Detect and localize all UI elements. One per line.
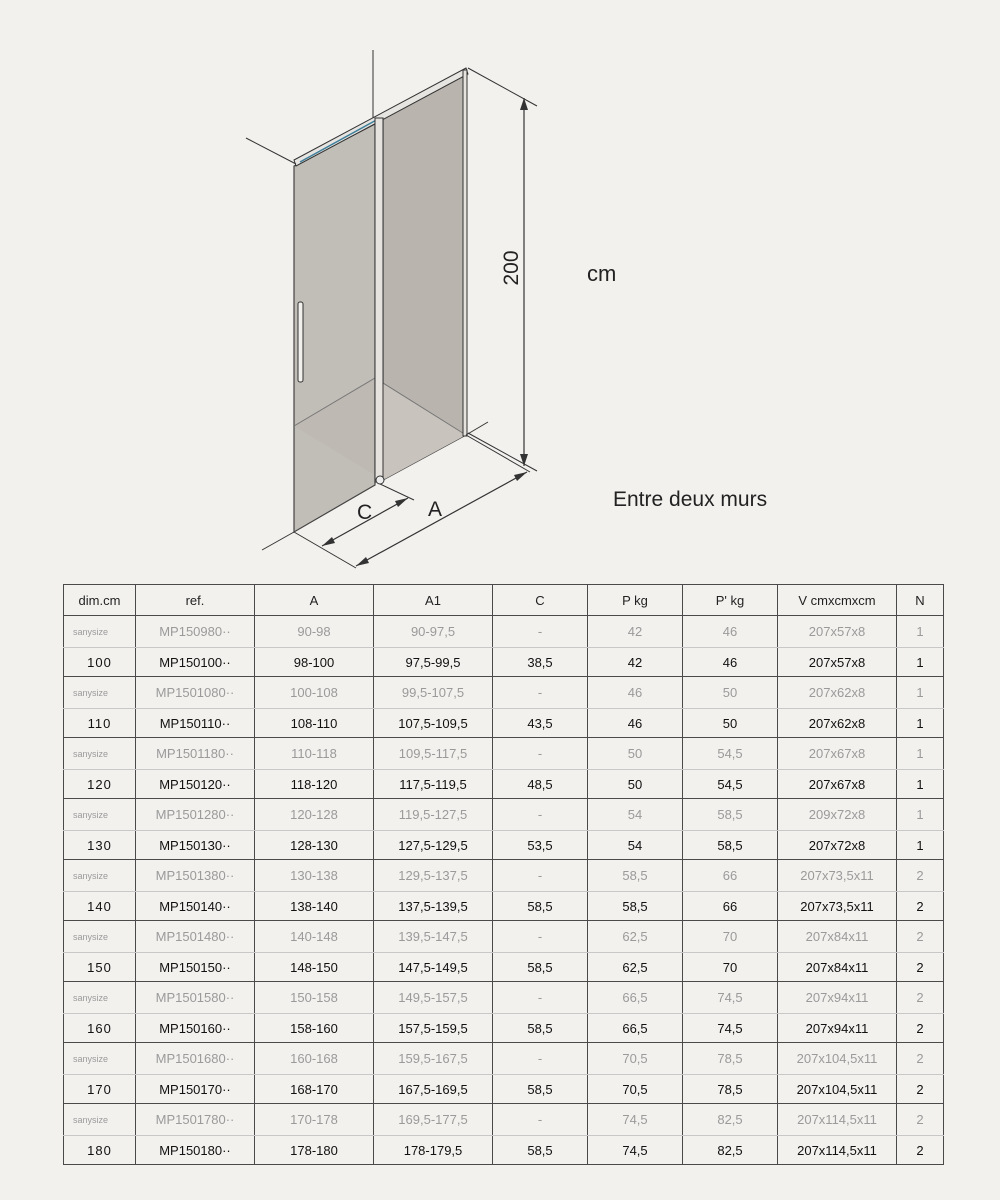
table-cell: 130 — [64, 831, 136, 860]
table-row — [64, 648, 944, 677]
column-header: dim.cm — [64, 585, 136, 616]
table-cell: 2 — [897, 982, 944, 1014]
table-cell: 66 — [683, 860, 778, 892]
table-cell: 207x73,5x11 — [778, 860, 897, 892]
table-cell: 48,5 — [493, 770, 588, 799]
table-cell: 1 — [897, 831, 944, 860]
table-cell: 160-168 — [255, 1043, 374, 1075]
table-cell: 207x84x11 — [778, 921, 897, 953]
table-cell: 42 — [588, 648, 683, 677]
table-cell: sanysize — [64, 738, 136, 770]
table-cell: 62,5 — [588, 921, 683, 953]
table-row-sanysize — [64, 1043, 944, 1075]
table-cell: 50 — [683, 677, 778, 709]
table-cell: 140 — [64, 892, 136, 921]
table-cell: MP150160·· — [136, 1014, 255, 1043]
table-row-sanysize — [64, 921, 944, 953]
table-cell: MP150180·· — [136, 1136, 255, 1165]
table-row-sanysize — [64, 860, 944, 892]
wall-profile — [463, 70, 467, 436]
table-cell: 180 — [64, 1136, 136, 1165]
table-cell: 147,5-149,5 — [374, 953, 493, 982]
table-row — [64, 770, 944, 799]
table-cell: sanysize — [64, 921, 136, 953]
table-cell: 50 — [683, 709, 778, 738]
column-header: C — [493, 585, 588, 616]
table-cell: 58,5 — [683, 831, 778, 860]
table-cell: 58,5 — [588, 860, 683, 892]
shower-door-drawing — [0, 0, 1000, 580]
table-cell: 140-148 — [255, 921, 374, 953]
table-cell: 2 — [897, 1136, 944, 1165]
table-cell: 108-110 — [255, 709, 374, 738]
table-cell: 118-120 — [255, 770, 374, 799]
table-cell: 1 — [897, 677, 944, 709]
table-cell: sanysize — [64, 616, 136, 648]
table-cell: 207x104,5x11 — [778, 1075, 897, 1104]
dim-a-label: A — [428, 498, 443, 521]
table-cell: 78,5 — [683, 1043, 778, 1075]
table-cell: 50 — [588, 738, 683, 770]
table-cell: 209x72x8 — [778, 799, 897, 831]
table-cell: sanysize — [64, 1043, 136, 1075]
table-cell: 159,5-167,5 — [374, 1043, 493, 1075]
table-cell: 70 — [683, 953, 778, 982]
table-cell: 207x84x11 — [778, 953, 897, 982]
table-body — [64, 616, 944, 1165]
table-cell: 158-160 — [255, 1014, 374, 1043]
table-cell: MP1501280·· — [136, 799, 255, 831]
table-cell: 90-98 — [255, 616, 374, 648]
table-cell: 127,5-129,5 — [374, 831, 493, 860]
column-header: A — [255, 585, 374, 616]
table-cell: 178-179,5 — [374, 1136, 493, 1165]
table-cell: 58,5 — [493, 1136, 588, 1165]
table-cell: 58,5 — [493, 1014, 588, 1043]
table-cell: 120 — [64, 770, 136, 799]
table-row — [64, 892, 944, 921]
table-cell: 139,5-147,5 — [374, 921, 493, 953]
table-cell: MP1501680·· — [136, 1043, 255, 1075]
table-cell: 207x57x8 — [778, 616, 897, 648]
column-header: V cmxcmxcm — [778, 585, 897, 616]
table-cell: 207x114,5x11 — [778, 1136, 897, 1165]
table-cell: 66 — [683, 892, 778, 921]
table-cell: 97,5-99,5 — [374, 648, 493, 677]
table-cell: 150-158 — [255, 982, 374, 1014]
sliding-glass-panel — [294, 124, 375, 532]
table-cell: 170-178 — [255, 1104, 374, 1136]
table-cell: 207x72x8 — [778, 831, 897, 860]
table-cell: 207x73,5x11 — [778, 892, 897, 921]
table-cell: 100-108 — [255, 677, 374, 709]
table-cell: 168-170 — [255, 1075, 374, 1104]
column-header: N — [897, 585, 944, 616]
table-cell: 43,5 — [493, 709, 588, 738]
table-cell: MP150120·· — [136, 770, 255, 799]
table-cell: MP1501480·· — [136, 921, 255, 953]
table-cell: 46 — [683, 648, 778, 677]
table-cell: 54 — [588, 831, 683, 860]
table-cell: - — [493, 738, 588, 770]
table-header-row — [64, 585, 944, 616]
table-cell: 2 — [897, 1043, 944, 1075]
table-cell: 54,5 — [683, 738, 778, 770]
table-cell: 54 — [588, 799, 683, 831]
table-cell: MP1501580·· — [136, 982, 255, 1014]
table-cell: 42 — [588, 616, 683, 648]
table-cell: 207x62x8 — [778, 709, 897, 738]
table-cell: 207x67x8 — [778, 738, 897, 770]
dim-c-label: C — [357, 501, 373, 524]
table-cell: 99,5-107,5 — [374, 677, 493, 709]
table-cell: 70,5 — [588, 1075, 683, 1104]
table-cell: 207x67x8 — [778, 770, 897, 799]
table-cell: 2 — [897, 1014, 944, 1043]
table-row-sanysize — [64, 616, 944, 648]
table-cell: MP1501180·· — [136, 738, 255, 770]
table-cell: - — [493, 799, 588, 831]
table-cell: MP150980·· — [136, 616, 255, 648]
column-header: ref. — [136, 585, 255, 616]
table-row — [64, 831, 944, 860]
table-cell: 46 — [588, 677, 683, 709]
center-profile — [375, 118, 383, 482]
table-cell: 2 — [897, 892, 944, 921]
table-cell: 117,5-119,5 — [374, 770, 493, 799]
table-cell: 167,5-169,5 — [374, 1075, 493, 1104]
table-cell: 90-97,5 — [374, 616, 493, 648]
table-cell: 169,5-177,5 — [374, 1104, 493, 1136]
table-cell: 58,5 — [493, 953, 588, 982]
door-handle — [298, 302, 303, 382]
dimensions-table — [63, 584, 944, 1165]
table-cell: 66,5 — [588, 982, 683, 1014]
table-cell: 2 — [897, 860, 944, 892]
table-cell: MP1501380·· — [136, 860, 255, 892]
table-cell: 74,5 — [683, 1014, 778, 1043]
table-cell: MP150100·· — [136, 648, 255, 677]
table-cell: sanysize — [64, 982, 136, 1014]
table-cell: 58,5 — [683, 799, 778, 831]
table-cell: 1 — [897, 709, 944, 738]
table-cell: 82,5 — [683, 1104, 778, 1136]
table-cell: 100 — [64, 648, 136, 677]
table-cell: MP150140·· — [136, 892, 255, 921]
table-cell: 149,5-157,5 — [374, 982, 493, 1014]
table-cell: - — [493, 1043, 588, 1075]
unit-label: cm — [587, 261, 617, 286]
table-cell: sanysize — [64, 860, 136, 892]
table-cell: 130-138 — [255, 860, 374, 892]
table-cell: MP1501780·· — [136, 1104, 255, 1136]
table-cell: 62,5 — [588, 953, 683, 982]
table-cell: - — [493, 860, 588, 892]
table-cell: 50 — [588, 770, 683, 799]
table-row-sanysize — [64, 677, 944, 709]
table-cell: 138-140 — [255, 892, 374, 921]
table-cell: 2 — [897, 953, 944, 982]
table-cell: 98-100 — [255, 648, 374, 677]
table-cell: 74,5 — [588, 1104, 683, 1136]
table-cell: 110 — [64, 709, 136, 738]
table-cell: - — [493, 982, 588, 1014]
table-row — [64, 953, 944, 982]
table-cell: MP1501080·· — [136, 677, 255, 709]
table-cell: MP150170·· — [136, 1075, 255, 1104]
table-row — [64, 709, 944, 738]
table-cell: 207x94x11 — [778, 1014, 897, 1043]
table-cell: 58,5 — [493, 892, 588, 921]
table-cell: sanysize — [64, 799, 136, 831]
table-cell: 170 — [64, 1075, 136, 1104]
column-header: P kg — [588, 585, 683, 616]
table-cell: 2 — [897, 1075, 944, 1104]
table-cell: 109,5-117,5 — [374, 738, 493, 770]
table-cell: 160 — [64, 1014, 136, 1043]
table-cell: 1 — [897, 616, 944, 648]
table-cell: sanysize — [64, 1104, 136, 1136]
table-row — [64, 1075, 944, 1104]
table-row — [64, 1136, 944, 1165]
height-value: 200 — [500, 250, 523, 286]
table-cell: 2 — [897, 1104, 944, 1136]
table-cell: 74,5 — [588, 1136, 683, 1165]
table-cell: MP150130·· — [136, 831, 255, 860]
table-cell: 53,5 — [493, 831, 588, 860]
table-cell: 2 — [897, 921, 944, 953]
table-row — [64, 1014, 944, 1043]
table-row-sanysize — [64, 799, 944, 831]
table-cell: 78,5 — [683, 1075, 778, 1104]
table-cell: - — [493, 921, 588, 953]
table-cell: sanysize — [64, 677, 136, 709]
table-cell: 1 — [897, 799, 944, 831]
table-cell: - — [493, 616, 588, 648]
table-cell: - — [493, 1104, 588, 1136]
table-cell: 120-128 — [255, 799, 374, 831]
table-cell: 74,5 — [683, 982, 778, 1014]
table-cell: 207x104,5x11 — [778, 1043, 897, 1075]
table-cell: 1 — [897, 770, 944, 799]
table-cell: 137,5-139,5 — [374, 892, 493, 921]
installation-caption: Entre deux murs — [613, 488, 768, 511]
table-cell: MP150110·· — [136, 709, 255, 738]
table-cell: 128-130 — [255, 831, 374, 860]
table-cell: 148-150 — [255, 953, 374, 982]
table-cell: 1 — [897, 738, 944, 770]
table-cell: 1 — [897, 648, 944, 677]
column-header: A1 — [374, 585, 493, 616]
table-cell: 150 — [64, 953, 136, 982]
table-cell: 58,5 — [493, 1075, 588, 1104]
table-cell: 58,5 — [588, 892, 683, 921]
table-cell: 157,5-159,5 — [374, 1014, 493, 1043]
table-cell: 207x62x8 — [778, 677, 897, 709]
table-cell: 82,5 — [683, 1136, 778, 1165]
table-cell: 38,5 — [493, 648, 588, 677]
table-cell: 207x114,5x11 — [778, 1104, 897, 1136]
table-row-sanysize — [64, 1104, 944, 1136]
table-cell: 46 — [683, 616, 778, 648]
table-cell: 178-180 — [255, 1136, 374, 1165]
table-cell: 207x57x8 — [778, 648, 897, 677]
table-cell: 70,5 — [588, 1043, 683, 1075]
table-cell: 107,5-109,5 — [374, 709, 493, 738]
table-cell: 54,5 — [683, 770, 778, 799]
table-cell: 207x94x11 — [778, 982, 897, 1014]
table-cell: 46 — [588, 709, 683, 738]
table-cell: 66,5 — [588, 1014, 683, 1043]
table-cell: 70 — [683, 921, 778, 953]
table-row-sanysize — [64, 982, 944, 1014]
table-cell: - — [493, 677, 588, 709]
table-cell: 119,5-127,5 — [374, 799, 493, 831]
column-header: P' kg — [683, 585, 778, 616]
table-cell: MP150150·· — [136, 953, 255, 982]
table-row-sanysize — [64, 738, 944, 770]
table-cell: 129,5-137,5 — [374, 860, 493, 892]
table-cell: 110-118 — [255, 738, 374, 770]
